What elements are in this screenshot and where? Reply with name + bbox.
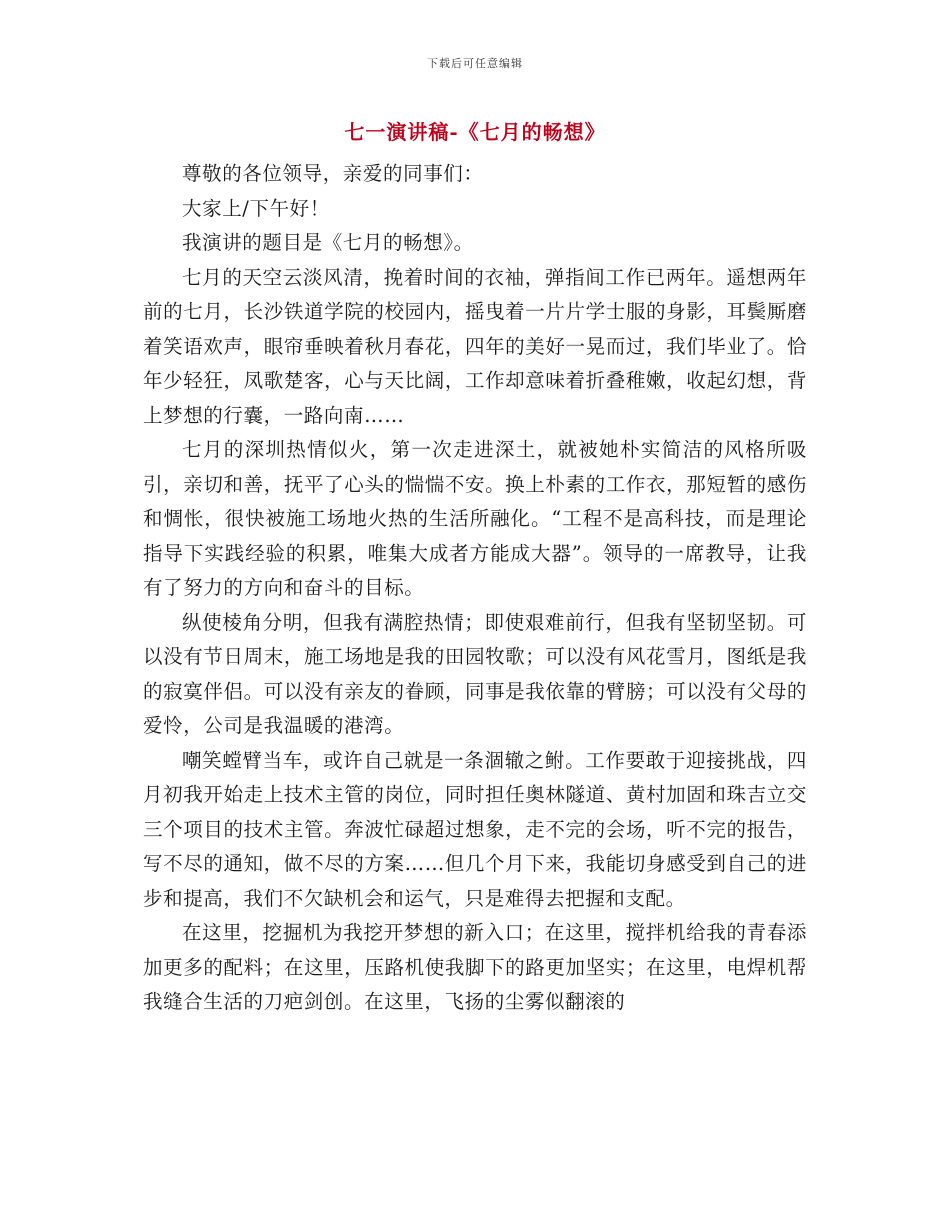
paragraph: 七月的深圳热情似火，第一次走进深土，就被她朴实简洁的风格所吸引，亲切和善，抚平了心头的惴惴不安。换上朴素的工作衣，那短暂的感伤和惆怅，很快被施工场地火热的生活所融化。“工程不是高科技，而是理论指导下实践经验的积累，唯集大成者方能成大器”。领导的一席教导，让我有了努力的方向和奋斗的目标。 <box>143 438 807 599</box>
paragraph: 七月的天空云淡风清，挽着时间的衣袖，弹指间工作已两年。遥想两年前的七月，长沙铁道学院的校园内，摇曳着一片片学士服的身影，耳鬓厮磨着笑语欢声，眼帘垂映着秋月春花，四年的美好一晃而过，我们毕业了。恰年少轻狂，凤歌楚客，心与天比阔，工作却意味着折叠稚嫩，收起幻想，背上梦想的行囊，一路向南…… <box>143 265 807 427</box>
paragraph-salutation: 尊敬的各位领导，亲爱的同事们： <box>182 162 484 185</box>
document-title: 七一演讲稿-《七月的畅想》 <box>344 120 606 144</box>
paragraph: 嘲笑螳臂当车，或许自己就是一条涸辙之鲋。工作要敢于迎接挑战，四月初我开始走上技术主管的岗位，同时担任奥林隧道、黄村加固和珠吉立交三个项目的技术主管。奔波忙碌超过想象，走不完的会场，听不完的报告，写不尽的通知，做不尽的方案……但几个月下来，我能切身感受到自己的进步和提高，我们不欠缺机会和运气，只是难得去把握和支配。 <box>143 748 807 910</box>
paragraph-greeting: 大家上/下午好！ <box>182 196 330 220</box>
paragraph: 纵使棱角分明，但我有满腔热情；即使艰难前行，但我有坚韧坚韧。可以没有节日周末，施工场地是我的田园牧歌；可以没有风花雪月，图纸是我的寂寞伴侣。可以没有亲友的眷顾，同事是我依靠的臂膀；可以没有父母的爱怜，公司是我温暖的港湾。 <box>143 610 807 737</box>
header-note: 下载后可任意编辑 <box>427 57 523 70</box>
paragraph: 在这里，挖掘机为我挖开梦想的新入口；在这里，搅拌机给我的青春添加更多的配料；在这里，压路机使我脚下的路更加坚实；在这里，电焊机帮我缝合生活的刀疤剑创。在这里，飞扬的尘雾似翻滚的 <box>143 921 807 1013</box>
document-body <box>143 157 807 1020</box>
paragraph-topic: 我演讲的题目是《七月的畅想》。 <box>182 231 474 254</box>
